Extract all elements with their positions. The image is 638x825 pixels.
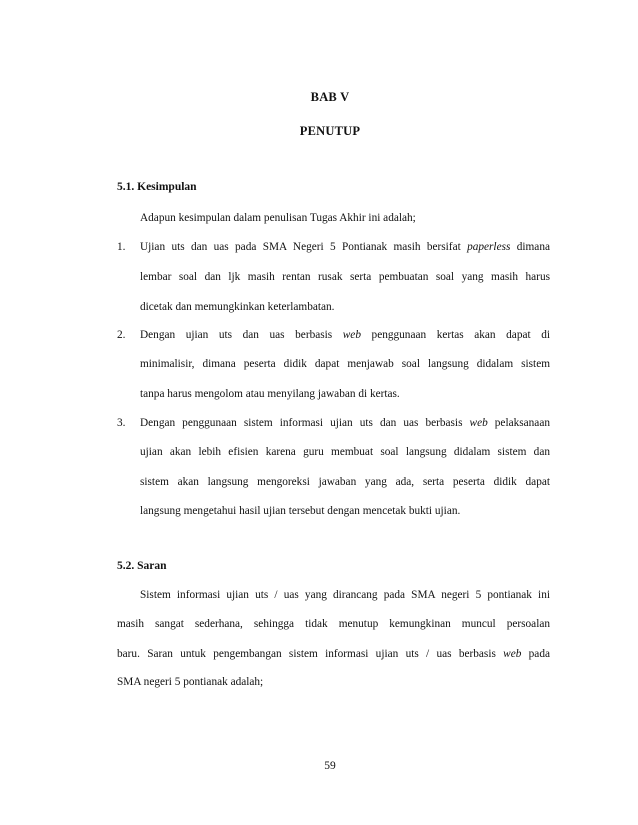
- list-item-line: ujian akan lebih efisien karena guru membuat soal langsung didalam sistem dan: [140, 446, 550, 458]
- list-item-line: minimalisir, dimana peserta didik dapat menjawab soal langsung didalam sistem: [140, 358, 550, 370]
- list-item-line: langsung mengetahui hasil ujian tersebut dengan mencetak bukti ujian.: [140, 505, 461, 517]
- chapter-label: BAB V: [310, 90, 350, 104]
- page-number: 59: [324, 760, 336, 772]
- section-heading-suggestion: 5.2. Saran: [117, 560, 167, 572]
- list-item-line: tanpa harus mengolom atau menyilang jawaban di kertas.: [140, 388, 400, 400]
- paragraph-line: SMA negeri 5 pontianak adalah;: [117, 676, 264, 688]
- paragraph-line: masih sangat sederhana, sehingga tidak menutup kemungkinan muncul persoalan: [117, 618, 550, 630]
- list-item-number: 2.: [117, 329, 126, 341]
- paragraph-line: baru. Saran untuk pengembangan sistem informasi ujian uts / uas berbasis web pada: [117, 648, 550, 660]
- list-item-line: Dengan penggunaan sistem informasi ujian uts dan uas berbasis web pelaksanaan: [140, 417, 550, 429]
- paragraph-line: Sistem informasi ujian uts / uas yang dirancang pada SMA negeri 5 pontianak ini: [140, 589, 550, 601]
- list-item-line: sistem akan langsung mengoreksi jawaban yang ada, serta peserta didik dapat: [140, 476, 550, 488]
- list-item-number: 3.: [117, 417, 126, 429]
- list-item-number: 1.: [117, 241, 126, 253]
- section-heading-conclusion: 5.1. Kesimpulan: [117, 181, 197, 193]
- chapter-title: PENUTUP: [299, 124, 361, 138]
- list-item-line: Dengan ujian uts dan uas berbasis web penggunaan kertas akan dapat di: [140, 329, 550, 341]
- list-item-line: lembar soal dan ljk masih rentan rusak serta pembuatan soal yang masih harus: [140, 271, 550, 283]
- list-item-line: Ujian uts dan uas pada SMA Negeri 5 Pontianak masih bersifat paperless dimana: [140, 241, 550, 253]
- list-item-line: dicetak dan memungkinkan keterlambatan.: [140, 301, 335, 313]
- conclusion-intro: Adapun kesimpulan dalam penulisan Tugas Akhir ini adalah;: [140, 212, 416, 224]
